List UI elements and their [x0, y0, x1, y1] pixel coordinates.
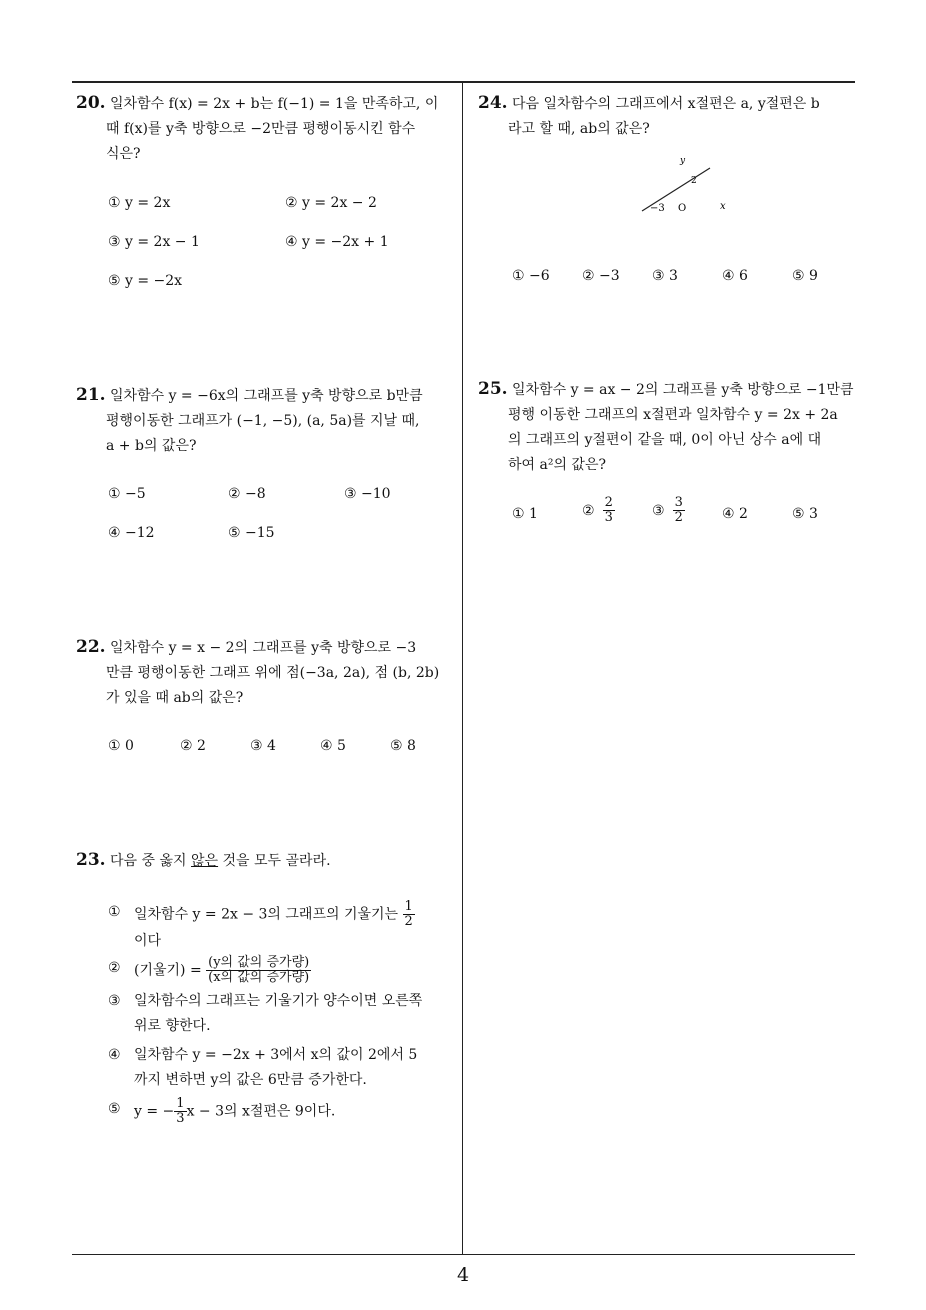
- choice-2[interactable]: ② 2: [180, 738, 206, 754]
- choice-2[interactable]: ② $\frac{2}{3}$: [582, 495, 613, 525]
- choice-1[interactable]: ① −5: [108, 486, 146, 502]
- choice-4[interactable]: ④ 5: [320, 738, 346, 754]
- problem-number: 23.: [76, 850, 106, 870]
- y-axis-label: y: [680, 156, 686, 166]
- fraction: $\frac{\text{(y의 값의 증가량)}}{\text{(x의 값의 증가량)}}$: [208, 955, 310, 985]
- problem-20: [76, 91, 456, 167]
- problem-21: [76, 383, 456, 459]
- page-number: 4: [456, 1264, 470, 1286]
- statement-1[interactable]: ① 일차함수 y = 2x − 3의 그래프의 기울기는 $\frac{1}{2}$ 이다: [108, 899, 413, 949]
- problem-25-line-4: 하여 a²의 값은?: [508, 457, 606, 473]
- choice-3[interactable]: ③ $\frac{3}{2}$: [652, 495, 683, 525]
- choice-3[interactable]: ③ 3: [652, 268, 678, 284]
- problem-23-line-1: 23. 다음 중 옳지 않은 것을 모두 골라라.: [76, 850, 331, 870]
- choice-1[interactable]: ① y = 2x: [108, 195, 171, 211]
- problem-25-line-2: 평행 이동한 그래프의 x절편과 일차함수 y = 2x + 2a: [508, 407, 838, 423]
- problem-21-line-3: a + b의 값은?: [106, 438, 197, 454]
- problem-number: 24.: [478, 93, 508, 113]
- x-axis-label: x: [720, 201, 726, 212]
- choice-5[interactable]: ⑤ 3: [792, 506, 818, 522]
- choice-2[interactable]: ② y = 2x − 2: [285, 195, 377, 211]
- choice-1[interactable]: ① 0: [108, 738, 134, 754]
- problem-24-line-1: 24. 다음 일차함수의 그래프에서 x절편은 a, y절편은 b: [478, 93, 820, 113]
- choice-1[interactable]: ① 1: [512, 506, 538, 522]
- choice-5[interactable]: ⑤ 8: [390, 738, 416, 754]
- problem-number: 22.: [76, 637, 106, 657]
- choice-3[interactable]: ③ −10: [344, 486, 391, 502]
- fraction: $\frac{1}{3}$: [176, 1096, 185, 1126]
- statement-5[interactable]: ⑤ y = − $\frac{1}{3}$ x − 3의 x절편은 9이다.: [108, 1096, 336, 1126]
- choice-4[interactable]: ④ 6: [722, 268, 748, 284]
- statement-2[interactable]: ② (기울기) = $\frac{\text{(y의 값의 증가량)}}{\text{(x의 값의 증가량)}}$: [108, 955, 310, 985]
- statement-4[interactable]: ④ 일차함수 y = −2x + 3에서 x의 값이 2에서 5 까지 변하면 y의 값은 6만큼 증가한다.: [108, 1047, 418, 1088]
- problem-23: [76, 848, 456, 874]
- problem-20-line-2: 때 f(x)를 y축 방향으로 −2만큼 평행이동시킨 함수: [106, 121, 416, 137]
- problem-23-items: [108, 900, 453, 1126]
- problem-20-line-1: 20. 일차함수 f(x) = 2x + b는 f(−1) = 1을 만족하고, 이: [76, 93, 439, 113]
- problem-24-graph: [630, 150, 740, 220]
- fraction: $\frac{1}{2}$: [404, 899, 413, 929]
- problem-number: 25.: [478, 379, 508, 399]
- problem-20-line-3: 식은?: [106, 146, 141, 162]
- problem-25: [478, 377, 858, 478]
- choice-5[interactable]: ⑤ −15: [228, 525, 275, 541]
- problem-22-line-1: 22. 일차함수 y = x − 2의 그래프를 y축 방향으로 −3: [76, 637, 417, 657]
- choice-4[interactable]: ④ y = −2x + 1: [285, 234, 389, 250]
- choice-4[interactable]: ④ −12: [108, 525, 155, 541]
- problem-25-line-3: 의 그래프의 y절편이 같을 때, 0이 아닌 상수 a에 대: [508, 432, 822, 448]
- problem-22-line-2: 만큼 평행이동한 그래프 위에 점(−3a, 2a), 점 (b, 2b): [106, 665, 440, 681]
- bottom-rule: [72, 1254, 855, 1255]
- column-divider: [462, 82, 463, 1254]
- problem-22-line-3: 가 있을 때 ab의 값은?: [106, 690, 244, 706]
- problem-number: 20.: [76, 93, 106, 113]
- problem-21-line-1: 21. 일차함수 y = −6x의 그래프를 y축 방향으로 b만큼: [76, 385, 423, 405]
- choice-3[interactable]: ③ y = 2x − 1: [108, 234, 200, 250]
- choice-2[interactable]: ② −8: [228, 486, 266, 502]
- problem-25-line-1: 25. 일차함수 y = ax − 2의 그래프를 y축 방향으로 −1만큼: [478, 379, 854, 399]
- underlined-word: 않은: [191, 853, 219, 869]
- problem-24: [478, 91, 858, 142]
- choice-5[interactable]: ⑤ 9: [792, 268, 818, 284]
- top-rule: [72, 81, 855, 83]
- y-intercept-label: 2: [691, 176, 697, 186]
- problem-22: [76, 635, 456, 711]
- choice-4[interactable]: ④ 2: [722, 506, 748, 522]
- problem-21-line-2: 평행이동한 그래프가 (−1, −5), (a, 5a)를 지날 때,: [106, 413, 420, 429]
- choice-1[interactable]: ① −6: [512, 268, 550, 284]
- choice-3[interactable]: ③ 4: [250, 738, 276, 754]
- problem-24-line-2: 라고 할 때, ab의 값은?: [508, 121, 650, 137]
- origin-label: O: [678, 203, 687, 214]
- x-intercept-label: −3: [650, 203, 665, 214]
- choice-2[interactable]: ② −3: [582, 268, 620, 284]
- choice-5[interactable]: ⑤ y = −2x: [108, 273, 183, 289]
- problem-number: 21.: [76, 385, 106, 405]
- statement-3[interactable]: ③ 일차함수의 그래프는 기울기가 양수이면 오른쪽 위로 향한다.: [108, 993, 423, 1034]
